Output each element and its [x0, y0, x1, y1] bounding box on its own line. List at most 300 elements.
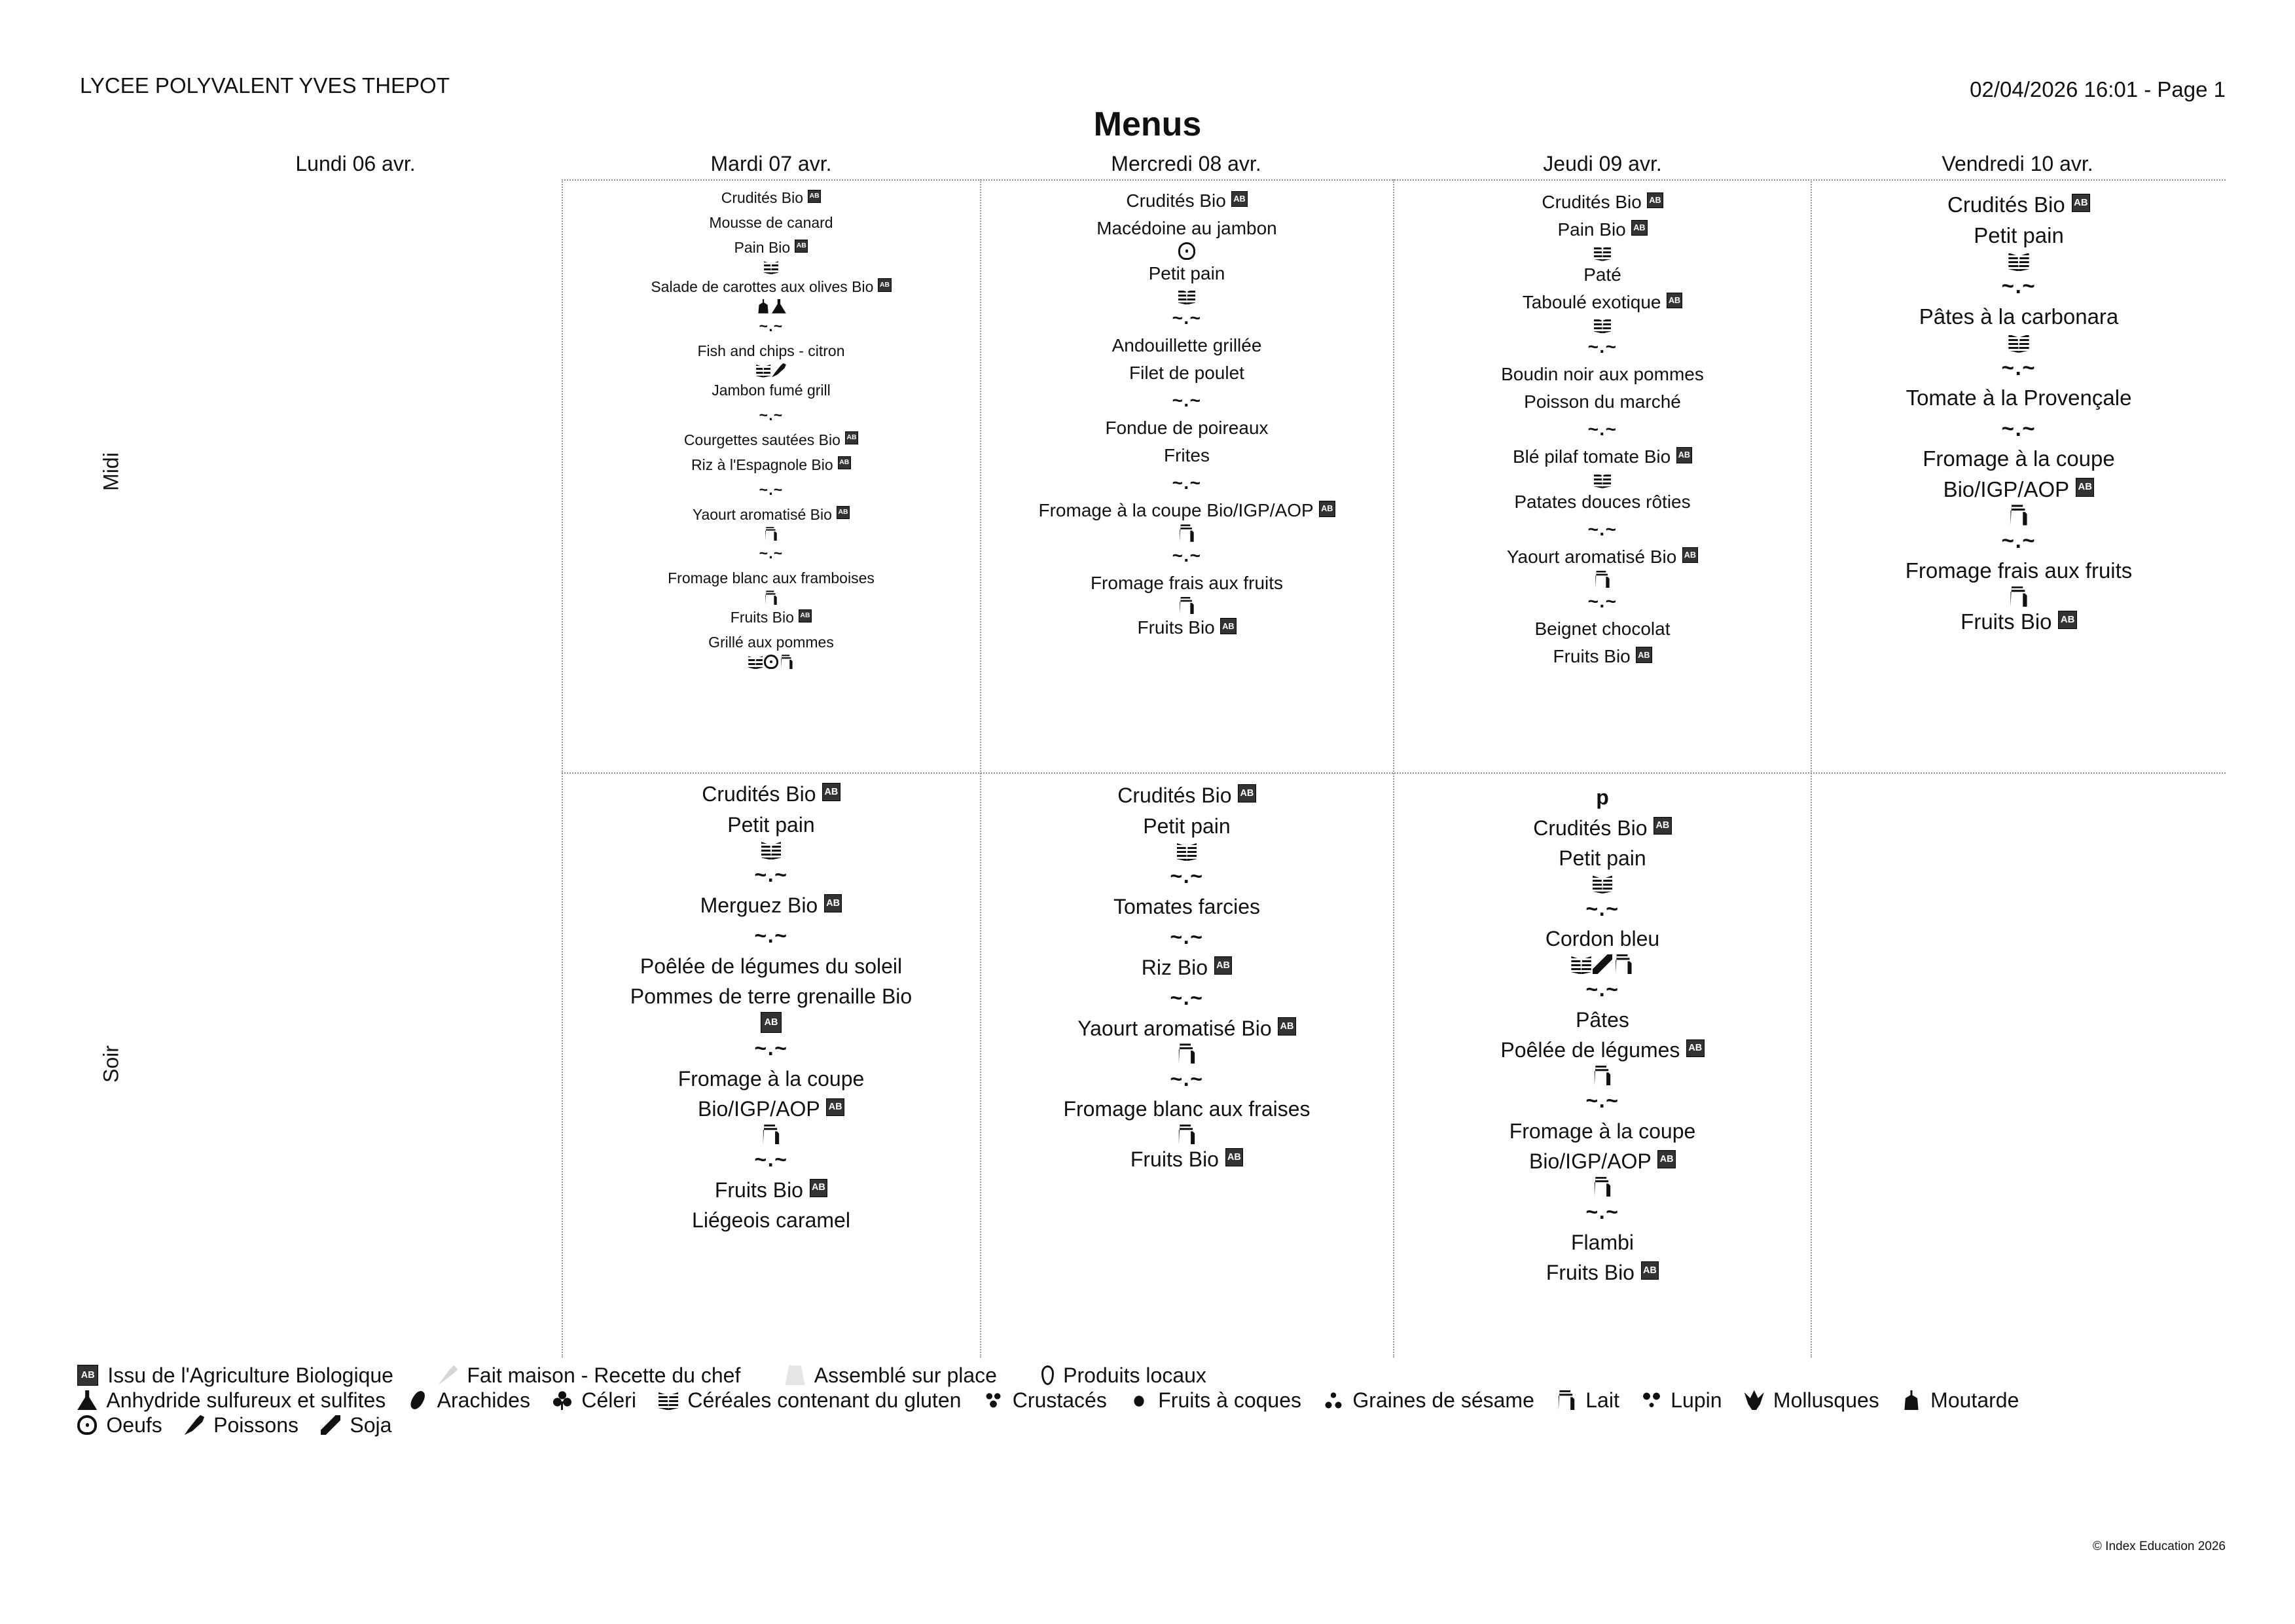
menu-item — [1576, 1005, 1629, 1036]
course-separator — [754, 920, 787, 951]
gluten-icon — [1594, 316, 1612, 334]
course-separator — [1585, 974, 1619, 1005]
legend-item-sesame — [1324, 1388, 1534, 1413]
separator-text: ~.~ — [1587, 419, 1617, 440]
menu-item — [678, 1064, 865, 1094]
legend-item-gluten — [659, 1388, 961, 1413]
separator-text: ~.~ — [1585, 1089, 1619, 1113]
menu-item-text: Pain Bio — [1557, 219, 1626, 240]
menu-item-text: Boudin noir aux pommes — [1501, 364, 1704, 385]
menu-item — [734, 235, 808, 260]
menu-item — [1533, 813, 1671, 844]
legend-label: Graines de sésame — [1352, 1388, 1534, 1412]
legend-label: Poissons — [213, 1413, 298, 1437]
separator-text: ~.~ — [1172, 390, 1202, 411]
menu-item — [698, 1094, 844, 1125]
menu-item-text: Fromage blanc aux framboises — [668, 569, 875, 587]
allergen-icons — [2008, 586, 2029, 607]
menu-item-text: Yaourt aromatisé Bio — [1077, 1016, 1272, 1040]
menu-item-text: Fromage à la coupe — [1509, 1119, 1696, 1143]
allergen-icons — [756, 363, 786, 378]
menu-item-text: Crudités Bio — [1542, 192, 1642, 212]
separator-text: ~.~ — [1587, 591, 1617, 612]
menu-item-text: Pommes de terre grenaille Bio — [630, 984, 913, 1009]
moutarde-icon — [1902, 1390, 1921, 1410]
legend-item-oeuf — [77, 1413, 162, 1437]
menu-cell-soir-mercredi — [981, 780, 1392, 1175]
menu-item — [712, 378, 831, 403]
course-separator — [1588, 516, 1617, 543]
legend-item-soja — [321, 1413, 391, 1437]
legend-label: Produits locaux — [1063, 1363, 1206, 1387]
allergen-icons — [756, 299, 786, 314]
menu-item — [1557, 216, 1647, 244]
allergen-icons — [761, 1012, 782, 1033]
separator-text: ~.~ — [1170, 986, 1204, 1010]
legend-label: Moutarde — [1930, 1388, 2019, 1412]
course-separator — [1172, 304, 1202, 332]
allergen-icons — [1178, 597, 1196, 615]
bio-icon — [795, 240, 808, 253]
allergen-icons — [2008, 251, 2029, 271]
school-name: LYCEE POLYVALENT YVES THEPOT — [80, 73, 450, 98]
legend-item-moutarde — [1902, 1388, 2019, 1413]
arachide-icon — [408, 1389, 428, 1412]
allergen-icons — [1178, 242, 1196, 260]
allergen-icons — [1594, 316, 1612, 334]
allergen-icons — [764, 260, 778, 274]
lait-icon — [2008, 505, 2029, 525]
legend-item-lupin — [1642, 1388, 1722, 1413]
menu-item — [700, 890, 842, 921]
separator-text: ~.~ — [1587, 518, 1617, 539]
legend-item-coques — [1129, 1388, 1301, 1413]
menu-item-text: Fromage frais aux fruits — [1905, 558, 2133, 583]
legend-label: Soja — [350, 1413, 392, 1437]
bio-icon — [1686, 1039, 1705, 1058]
menu-item-text: Pâtes à la carbonara — [1919, 304, 2119, 329]
separator-text: ~.~ — [1587, 336, 1617, 357]
lait-icon — [1614, 954, 1633, 974]
allergen-icons — [764, 590, 778, 605]
bio-icon — [1225, 1148, 1244, 1166]
allergen-icons — [1594, 471, 1612, 488]
menu-item — [1113, 892, 1260, 922]
allergen-icons — [1593, 874, 1612, 893]
allergen-icons — [1593, 1177, 1612, 1197]
menu-item — [1906, 556, 2133, 586]
mollusque-icon — [1744, 1390, 1764, 1410]
menu-item-text: Fish and chips - citron — [697, 342, 845, 359]
menu-item-text: p — [1596, 785, 1609, 809]
menu-item — [1129, 359, 1244, 387]
menu-item — [691, 452, 851, 477]
separator-text: ~.~ — [1585, 896, 1619, 920]
day-header-mercredi: Mercredi 08 avr. — [1111, 152, 1261, 175]
menu-item — [1143, 811, 1230, 842]
menu-item — [702, 779, 840, 810]
menu-item-text: Crudités Bio — [1126, 190, 1226, 211]
bio-icon — [799, 609, 812, 623]
menu-item-text: Crudités Bio — [1947, 192, 2065, 217]
menu-item — [1501, 361, 1704, 388]
menu-item-text: Andouillette grillée — [1111, 335, 1262, 356]
menu-item — [1096, 215, 1277, 242]
menu-item — [1545, 924, 1659, 954]
course-separator — [2002, 271, 2036, 302]
allergen-icons — [1571, 954, 1633, 974]
menu-cell-midi-mardi — [563, 185, 979, 669]
legend-label: Crustacés — [1012, 1388, 1107, 1412]
menu-item-text: Blé pilaf tomate Bio — [1512, 446, 1671, 467]
poisson-icon — [772, 363, 786, 378]
menu-item-text: Macédoine au jambon — [1096, 218, 1277, 238]
day-header-jeudi: Jeudi 09 avr. — [1543, 152, 1662, 175]
menu-item-text: Mousse de canard — [709, 214, 833, 231]
sesame-icon — [1324, 1390, 1343, 1410]
course-separator — [754, 859, 787, 890]
bio-icon — [838, 456, 851, 469]
menu-item — [1583, 261, 1621, 289]
menu-item — [684, 427, 858, 452]
menu-item — [693, 502, 850, 527]
menu-item — [668, 566, 875, 590]
menu-item-text: Fruits Bio — [1130, 1147, 1219, 1172]
menu-item-text: Fromage à la coupe Bio/IGP/AOP — [1038, 500, 1314, 521]
menu-item-text: Fruits Bio — [1961, 609, 2052, 634]
separator-text: ~.~ — [1585, 1200, 1619, 1224]
page-title: Menus — [1093, 105, 1202, 143]
gluten-icon — [761, 840, 781, 859]
lait-icon — [1557, 1390, 1576, 1410]
assemble-icon — [785, 1365, 804, 1385]
menu-item — [1974, 221, 2064, 251]
menu-item-text: Crudités Bio — [1117, 784, 1232, 807]
copyright: © Index Education 2026 — [2092, 1540, 2226, 1553]
menu-item-text: Merguez Bio — [700, 893, 818, 917]
lait-icon — [1594, 571, 1612, 588]
menu-cell-midi-mercredi — [981, 187, 1392, 641]
course-separator — [759, 403, 784, 427]
menu-item-text: Fruits Bio — [714, 1178, 803, 1202]
gluten-icon — [659, 1390, 678, 1410]
menu-item-text: Poêlée de légumes — [1500, 1038, 1680, 1062]
bio-icon — [1631, 220, 1647, 236]
menu-item-text: Fruits Bio — [1137, 617, 1215, 638]
gluten-icon — [1593, 874, 1612, 893]
menu-item — [1542, 189, 1663, 216]
legend-label: Fait maison - Recette du chef — [467, 1363, 741, 1387]
bio-icon — [1676, 447, 1692, 463]
course-separator — [754, 1144, 787, 1175]
menu-item-text: Riz à l'Espagnole Bio — [691, 456, 833, 473]
legend-label: Issu de l'Agriculture Biologique — [107, 1363, 393, 1387]
legend-item-mollusque — [1744, 1388, 1879, 1413]
menu-item — [1077, 1013, 1296, 1044]
menu-item — [1513, 443, 1692, 471]
menu-item — [698, 338, 845, 363]
separator-text: ~.~ — [754, 924, 788, 948]
bio-icon — [1641, 1261, 1659, 1280]
separator-text: ~.~ — [759, 480, 784, 498]
menu-item-text: Pâtes — [1576, 1007, 1629, 1032]
course-separator — [2002, 353, 2036, 384]
day-header-vendredi: Vendredi 10 avr. — [1942, 152, 2093, 175]
bio-icon — [810, 1179, 828, 1197]
menu-item-text: Fromage frais aux fruits — [1090, 572, 1284, 593]
menu-item-text: Tomates farcies — [1113, 894, 1261, 918]
legend-label: Lupin — [1671, 1388, 1722, 1412]
menu-item — [1130, 1144, 1243, 1175]
legend-label: Lait — [1585, 1388, 1619, 1412]
local-icon — [1041, 1365, 1054, 1385]
separator-text: ~.~ — [754, 1036, 788, 1060]
legend-item-assemble — [785, 1363, 997, 1388]
allergen-icons — [1177, 1043, 1197, 1063]
legend-label: Oeufs — [106, 1413, 162, 1437]
course-separator — [1588, 588, 1617, 615]
menu-item-text: Fromage blanc aux fraises — [1063, 1097, 1310, 1121]
allergen-icons — [1178, 287, 1196, 305]
allergen-icons — [748, 655, 794, 669]
separator-text: ~.~ — [2001, 274, 2036, 298]
separator-text: ~.~ — [1172, 308, 1202, 329]
separator-text: ~.~ — [2001, 528, 2036, 552]
menu-cell-midi-vendredi — [1812, 190, 2226, 637]
menu-item — [1571, 1227, 1634, 1258]
menu-item-text: Frites — [1164, 445, 1210, 466]
bio-icon — [826, 1098, 844, 1117]
menu-item — [1112, 332, 1262, 359]
menu-item-text: Patates douces rôties — [1514, 491, 1691, 512]
lait-icon — [1177, 1125, 1197, 1144]
menu-item-text: Yaourt aromatisé Bio — [1506, 546, 1677, 567]
menu-item — [1164, 442, 1210, 469]
menu-item — [1105, 414, 1268, 442]
menu-cell-midi-jeudi — [1394, 189, 1811, 670]
menu-item-text: Petit pain — [1974, 223, 2064, 247]
separator-text: ~.~ — [754, 1147, 788, 1172]
menu-item-text: Grillé aux pommes — [708, 634, 834, 651]
allergen-icons — [1593, 1066, 1612, 1085]
sulfite-icon — [772, 299, 786, 314]
menu-item — [731, 605, 812, 630]
bio-icon — [2058, 611, 2076, 629]
lait-icon — [764, 590, 778, 605]
menu-item — [1149, 260, 1225, 287]
menu-item-text: Paté — [1583, 264, 1621, 285]
lait-icon — [2008, 586, 2029, 607]
menu-item-text: Petit pain — [1143, 814, 1231, 838]
menu-item — [1546, 1257, 1659, 1288]
allergen-icons — [761, 1125, 781, 1144]
menu-item — [1500, 1035, 1704, 1066]
oeuf-icon — [77, 1415, 97, 1435]
legend-label: Céleri — [581, 1388, 636, 1412]
legend-item-lait — [1557, 1388, 1619, 1413]
lait-icon — [1178, 524, 1196, 542]
meal-label-midi: Midi — [99, 452, 123, 491]
menu-item-text: Fromage à la coupe — [678, 1066, 865, 1091]
menu-item-text: Filet de poulet — [1129, 363, 1244, 384]
allergen-icons — [2008, 332, 2029, 352]
legend-item-local — [1041, 1363, 1206, 1388]
course-separator — [1172, 469, 1202, 497]
menu-item-text: Pain Bio — [734, 239, 791, 256]
course-separator — [1170, 861, 1203, 892]
menu-item — [1137, 614, 1236, 641]
day-header-lundi: Lundi 06 avr. — [295, 152, 416, 175]
bio-icon — [845, 431, 858, 444]
sulfite-icon — [77, 1390, 97, 1410]
lupin-icon — [1642, 1390, 1661, 1410]
menu-cell-soir-jeudi — [1394, 782, 1811, 1288]
gluten-icon — [1594, 244, 1612, 261]
bio-icon — [808, 190, 821, 203]
legend-item-bio — [77, 1363, 393, 1388]
menu-item — [1596, 782, 1609, 813]
separator-text: ~.~ — [1172, 545, 1202, 566]
legend-label: Céréales contenant du gluten — [687, 1388, 962, 1412]
allergen-icons — [1594, 244, 1612, 261]
menu-item — [1524, 388, 1681, 416]
menu-item-text: Fromage à la coupe — [1923, 446, 2115, 471]
menu-item — [1514, 488, 1690, 516]
course-separator — [759, 477, 784, 502]
menu-item — [1091, 569, 1283, 597]
menu-item-text: Yaourt aromatisé Bio — [692, 505, 832, 523]
menu-item — [692, 1205, 850, 1236]
menu-item-text: Crudités Bio — [702, 782, 816, 806]
bio-icon — [822, 783, 840, 801]
course-separator — [1588, 416, 1617, 443]
oeuf-icon — [764, 655, 778, 669]
menu-item-text: Courgettes sautées Bio — [683, 431, 840, 448]
course-separator — [1172, 542, 1202, 569]
legend-item-celeri — [552, 1388, 636, 1413]
menu-item — [1039, 497, 1335, 524]
separator-text: ~.~ — [1585, 977, 1619, 1001]
bio-icon — [1647, 192, 1663, 208]
menu-item-text: Tomate à la Provençale — [1906, 386, 2132, 410]
day-header-mardi: Mardi 07 avr. — [710, 152, 832, 175]
menu-item-text: Fruits Bio — [1545, 1261, 1635, 1285]
menu-item-text: Cordon bleu — [1545, 927, 1660, 951]
course-separator — [1585, 1197, 1619, 1227]
menu-item — [1523, 289, 1683, 316]
bio-icon — [1214, 956, 1233, 975]
lait-icon — [1177, 1043, 1197, 1063]
menu-item — [1923, 444, 2115, 475]
menu-item-text: Fruits Bio — [1553, 646, 1631, 667]
course-separator — [1588, 333, 1617, 361]
course-separator — [1172, 387, 1202, 414]
gluten-icon — [1571, 954, 1591, 974]
bio-icon — [824, 894, 842, 912]
legend-label: Fruits à coques — [1158, 1388, 1301, 1412]
menu-item-text: Flambi — [1570, 1230, 1634, 1254]
menu-item — [1534, 615, 1670, 643]
gluten-icon — [1177, 841, 1197, 861]
course-separator — [759, 541, 784, 566]
meal-label-soir: Soir — [99, 1045, 123, 1083]
legend-row — [77, 1363, 2041, 1388]
bio-icon — [1653, 817, 1672, 835]
menu-item-text: Bio/IGP/AOP — [698, 1097, 820, 1121]
soja-icon — [1593, 954, 1612, 974]
course-separator — [1585, 893, 1619, 924]
bio-icon — [761, 1012, 782, 1033]
bio-icon — [1231, 191, 1247, 207]
oeuf-icon — [1178, 242, 1196, 260]
menu-item-text: Liégeois caramel — [692, 1208, 850, 1233]
menu-item — [708, 630, 834, 655]
menu-item-text: Salade de carottes aux olives Bio — [651, 278, 874, 295]
menu-item — [1947, 190, 2090, 221]
separator-text: ~.~ — [1170, 864, 1204, 888]
menu-item — [1117, 780, 1256, 811]
menu-item — [1529, 1146, 1676, 1177]
legend-row — [77, 1413, 2041, 1437]
bio-icon — [1278, 1017, 1296, 1036]
bio-icon — [2072, 194, 2090, 212]
moutarde-icon — [756, 299, 770, 314]
lait-icon — [761, 1125, 781, 1144]
menu-item — [651, 274, 891, 299]
allergen-icons — [1594, 571, 1612, 588]
gluten-icon — [748, 655, 763, 669]
menu-item-text: Beignet chocolat — [1534, 619, 1671, 640]
menu-item — [640, 951, 902, 982]
allergen-icons — [764, 527, 778, 541]
menu-item-text: Petit pain — [1148, 262, 1225, 283]
menu-item — [715, 1175, 827, 1206]
menu-item — [1507, 543, 1698, 571]
gluten-icon — [1594, 471, 1612, 488]
separator-text: ~.~ — [759, 545, 784, 562]
crustace-icon — [983, 1390, 1003, 1410]
bio-icon — [1238, 784, 1256, 803]
allergen-icons — [2008, 505, 2029, 525]
menu-item-text: Crudités Bio — [1533, 816, 1648, 840]
menu-item-text: Bio/IGP/AOP — [1529, 1149, 1652, 1174]
menu-item-text: Riz Bio — [1141, 955, 1208, 979]
course-separator — [1170, 983, 1203, 1013]
course-separator — [2002, 526, 2036, 556]
menu-item-text: Taboulé exotique — [1522, 291, 1661, 312]
legend-item-sulfite — [77, 1388, 386, 1413]
bio-icon — [1682, 547, 1698, 563]
menu-item — [1126, 187, 1247, 215]
menu-item-text: Jambon fumé grill — [712, 381, 831, 399]
bio-icon — [837, 506, 850, 519]
menu-item — [1961, 607, 2077, 638]
fait-maison-icon — [438, 1365, 458, 1385]
poisson-icon — [185, 1415, 204, 1435]
menu-item-text: Fondue de poireaux — [1105, 418, 1269, 439]
legend — [77, 1363, 2041, 1437]
menu-item — [1509, 1116, 1696, 1147]
menu-item-text: Petit pain — [1559, 846, 1646, 870]
separator-text: ~.~ — [1170, 1066, 1204, 1091]
menu-item-text: Bio/IGP/AOP — [1943, 477, 2070, 501]
lait-icon — [1593, 1066, 1612, 1085]
legend-label: Arachides — [437, 1388, 530, 1412]
legend-item-crustace — [983, 1388, 1106, 1413]
bio-icon — [878, 278, 891, 291]
legend-label: Assemblé sur place — [814, 1363, 997, 1387]
bio-icon — [77, 1365, 98, 1386]
